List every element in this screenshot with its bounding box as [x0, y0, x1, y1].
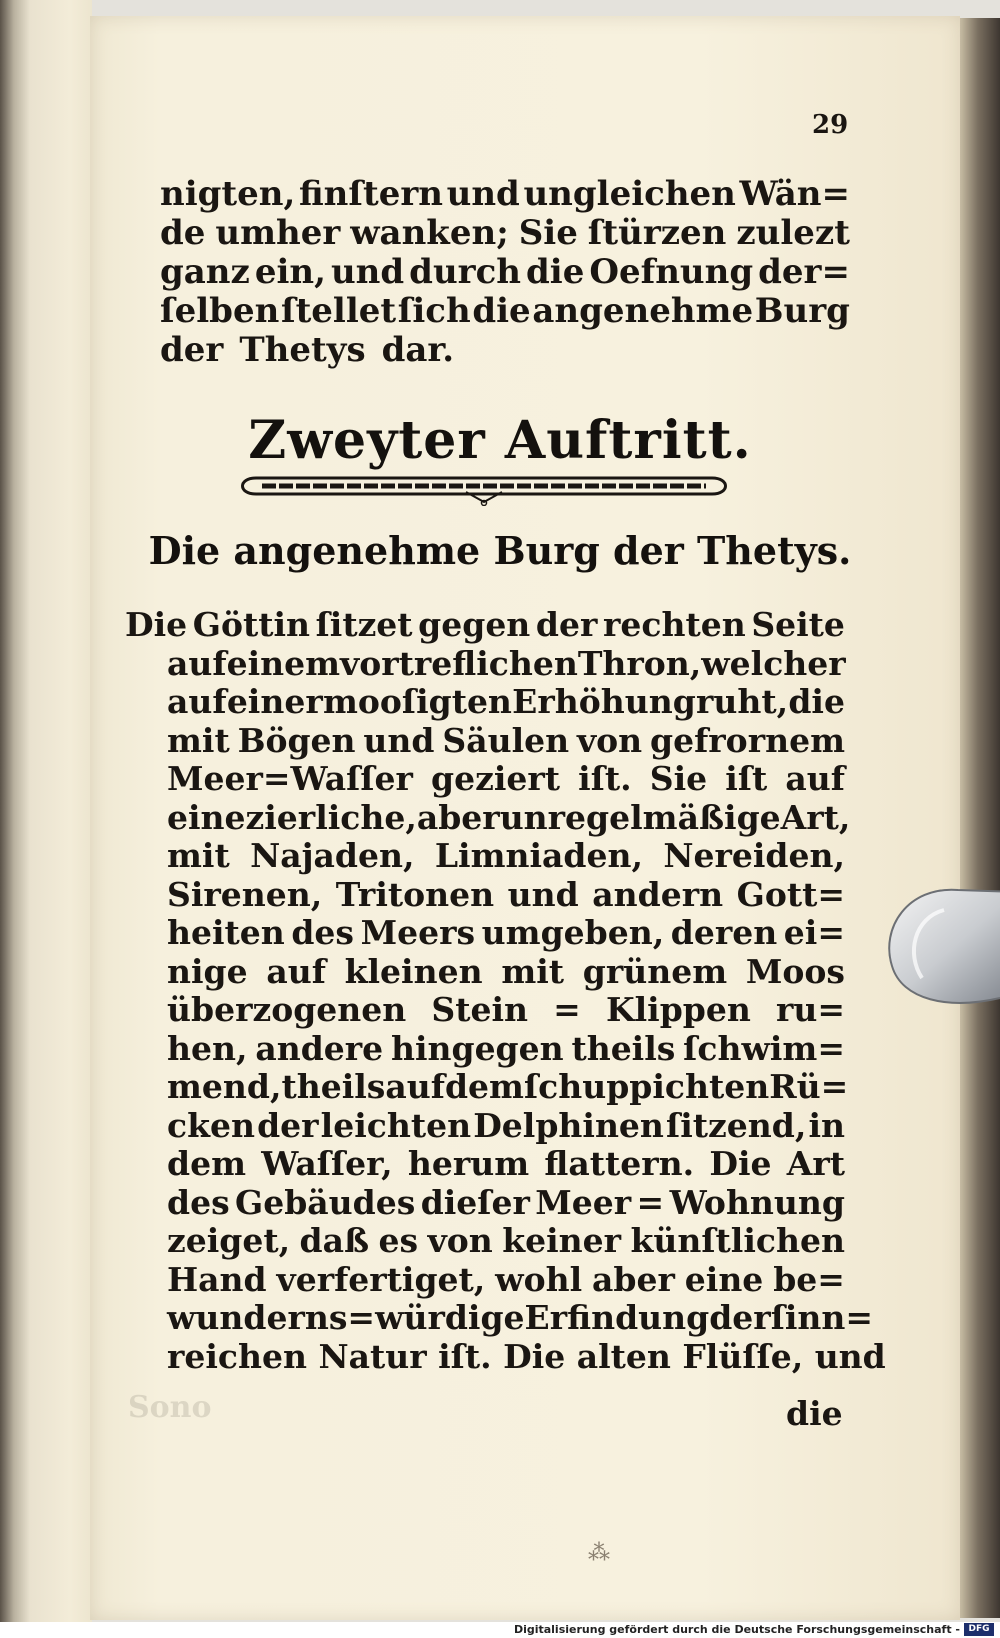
- word: einer: [226, 682, 323, 721]
- word: deren: [670, 913, 778, 952]
- text-line: [125, 645, 845, 684]
- word: flattern.: [544, 1144, 695, 1183]
- word: welcher: [701, 643, 846, 683]
- scene-heading: Zweyter Auftritt.: [248, 410, 752, 471]
- word: cken: [167, 1105, 255, 1145]
- word: ſitzend,: [666, 1105, 807, 1145]
- word: Tritonen: [335, 874, 495, 914]
- text-line: [125, 1107, 845, 1146]
- word: verfertiget,: [276, 1259, 486, 1299]
- word: und: [446, 174, 520, 214]
- word: ſinn=: [770, 1298, 874, 1337]
- text-line: [125, 760, 845, 799]
- catchword: die: [786, 1394, 843, 1433]
- word: Najaden,: [250, 836, 415, 875]
- word: Art,: [780, 797, 851, 837]
- word: gegen: [418, 605, 531, 644]
- word: einem: [226, 643, 341, 683]
- word: auf: [266, 951, 326, 991]
- ornament-divider: [236, 466, 732, 506]
- word: nige: [167, 951, 248, 991]
- word: hen,: [167, 1028, 248, 1068]
- word: Seite: [751, 605, 845, 644]
- word: die: [788, 682, 845, 721]
- word: überzogenen: [167, 990, 407, 1029]
- word: ei=: [783, 913, 845, 952]
- bleed-through-text: Sono: [128, 1390, 212, 1425]
- word: der: [257, 1105, 319, 1145]
- word: mit: [501, 951, 565, 991]
- word: Oefnung: [589, 252, 754, 292]
- word: ſchwim=: [683, 1028, 845, 1068]
- library-stamp-mark: ⁂: [588, 1541, 610, 1566]
- word: rechten: [603, 605, 746, 644]
- word: und: [363, 720, 435, 760]
- word: heiten: [167, 913, 285, 952]
- word: ſelben: [160, 291, 280, 331]
- word: daß: [299, 1221, 370, 1260]
- page-number: 29: [812, 110, 849, 140]
- text-line: [125, 1067, 849, 1107]
- text-line: [125, 606, 845, 645]
- text-line: [125, 837, 845, 876]
- word: wunderns=würdige: [167, 1298, 525, 1337]
- paragraph-description: [125, 605, 886, 1376]
- word: Stein: [431, 990, 528, 1029]
- word: zeiget,: [167, 1221, 291, 1260]
- word: von: [427, 1221, 493, 1260]
- word: es: [378, 1221, 419, 1260]
- word: Moos: [745, 951, 845, 991]
- word: umgeben,: [481, 913, 665, 952]
- word: unregelmäßige: [499, 797, 781, 837]
- word: auf: [167, 643, 227, 683]
- word: Die: [125, 605, 188, 644]
- footer-credit: Digitalisierung gefördert durch die Deutsche Forschungsgemeinschaft -: [513, 1623, 960, 1636]
- word: grünem: [582, 951, 728, 991]
- word: mit: [167, 836, 230, 875]
- word: theils: [281, 1067, 386, 1106]
- word: und: [330, 252, 405, 292]
- text-line: [125, 953, 845, 992]
- page-holder-clip: [888, 888, 1000, 1028]
- word: herum: [407, 1144, 530, 1183]
- word: Thetys: [239, 330, 366, 370]
- text-line: [125, 914, 845, 953]
- text-line: [160, 292, 850, 331]
- word: =: [553, 990, 581, 1029]
- word: dieſer: [420, 1182, 530, 1222]
- dfg-logo: DFG: [964, 1623, 994, 1636]
- word: =: [636, 1182, 665, 1222]
- word: ungleichen: [523, 174, 736, 214]
- word: in: [808, 1105, 845, 1145]
- word: hingegen: [390, 1028, 564, 1068]
- word: die: [526, 252, 585, 292]
- word: des: [167, 1182, 230, 1222]
- word: Rü=: [769, 1067, 849, 1106]
- word: andern: [592, 874, 724, 914]
- word: eine: [167, 797, 246, 837]
- word: auf: [785, 759, 845, 798]
- word: de: [160, 213, 206, 253]
- word: Gott=: [736, 874, 845, 914]
- word: finſtern: [298, 174, 443, 214]
- word: Delphinen: [473, 1105, 664, 1145]
- word: ſtellet: [280, 291, 397, 331]
- word: ru=: [775, 990, 845, 1029]
- word: von: [576, 720, 643, 760]
- text-line: [125, 876, 845, 915]
- word: wanken;: [350, 213, 509, 253]
- word: des: [291, 913, 354, 952]
- word: Meer=Waſſer: [167, 759, 413, 798]
- word: Hand: [167, 1259, 267, 1299]
- word: der: [535, 605, 598, 644]
- word: andere: [255, 1028, 384, 1068]
- word: ganz: [160, 252, 250, 292]
- word: Meers: [360, 913, 476, 952]
- text-line: [125, 1184, 845, 1223]
- word: ſich: [397, 291, 471, 331]
- word: ſitzet: [315, 605, 413, 644]
- word: künſtlichen: [630, 1221, 845, 1260]
- word: Waſſer,: [261, 1144, 393, 1183]
- word: be=: [773, 1259, 845, 1299]
- word: geziert: [431, 759, 561, 798]
- word: die: [472, 291, 531, 331]
- word: Art: [786, 1144, 845, 1183]
- word: dar.: [381, 330, 455, 370]
- text-line: [125, 1145, 845, 1184]
- word: Nereiden,: [663, 836, 845, 875]
- word: Die: [709, 1144, 772, 1183]
- word: mend,: [167, 1067, 282, 1106]
- word: Sie: [649, 759, 708, 798]
- word: nigten,: [160, 174, 296, 214]
- word: aber: [592, 1259, 675, 1299]
- word: wohl: [495, 1259, 583, 1299]
- word: ſtürzen: [587, 213, 727, 253]
- word: Sirenen,: [167, 874, 323, 914]
- text-line: [125, 1222, 845, 1261]
- word: Meer: [535, 1182, 632, 1222]
- word: zierliche,: [245, 797, 417, 837]
- word: Limniaden,: [434, 836, 643, 875]
- word: Gebäudes: [235, 1182, 416, 1222]
- word: zulezt: [736, 213, 850, 253]
- word: gefrornem: [650, 720, 845, 760]
- word: auf: [385, 1067, 445, 1106]
- word: Wohnung: [669, 1182, 845, 1222]
- word: kleinen: [344, 951, 483, 991]
- word: mit: [167, 720, 230, 760]
- word: eine: [684, 1259, 764, 1299]
- word: ein,: [254, 252, 326, 292]
- word: angenehme: [532, 291, 754, 331]
- word: dem: [167, 1144, 246, 1183]
- word: iſt.: [578, 759, 632, 798]
- text-line: [160, 331, 850, 370]
- text-line: [125, 1298, 874, 1338]
- word: durch: [409, 252, 521, 292]
- text-line: reichen Natur iſt. Die alten Flüſſe, und: [167, 1336, 886, 1376]
- word: und: [507, 874, 579, 914]
- word: der: [160, 330, 224, 370]
- word: Thron,: [577, 643, 702, 683]
- text-line: [125, 722, 845, 761]
- word: Wän=: [739, 174, 850, 214]
- paragraph-intro: [160, 175, 850, 370]
- word: ruht,: [696, 682, 789, 721]
- text-line: [125, 797, 851, 838]
- word: umher: [215, 213, 341, 253]
- text-line: [160, 214, 850, 253]
- word: aber: [416, 797, 500, 837]
- word: Burg: [754, 291, 850, 331]
- word: Klippen: [605, 990, 751, 1029]
- word: Göttin: [192, 605, 310, 644]
- left-page-edge: [0, 0, 92, 1622]
- word: Sie: [518, 213, 578, 253]
- text-line: [125, 991, 845, 1030]
- word: Säulen: [442, 720, 570, 760]
- word: Erhöhung: [512, 682, 696, 721]
- word: Erfindung: [524, 1298, 710, 1337]
- word: leichten: [320, 1105, 472, 1145]
- text-line: [160, 253, 850, 292]
- word: der=: [758, 252, 850, 292]
- text-line: [160, 175, 850, 214]
- text-line: [125, 683, 845, 722]
- word: mooſigten: [322, 682, 512, 721]
- word: der: [709, 1298, 771, 1337]
- word: vortreflichen: [340, 643, 578, 683]
- word: iſt: [725, 759, 768, 798]
- text-line: [125, 1261, 845, 1300]
- scene-subheading: Die angenehme Burg der Thetys.: [148, 528, 852, 573]
- word: Bögen: [237, 720, 356, 760]
- word: ſchuppichten: [523, 1067, 770, 1106]
- text-line: [125, 1030, 845, 1069]
- word: keiner: [502, 1221, 622, 1260]
- word: auf: [167, 682, 227, 721]
- word: theils: [571, 1028, 676, 1068]
- word: dem: [444, 1067, 524, 1106]
